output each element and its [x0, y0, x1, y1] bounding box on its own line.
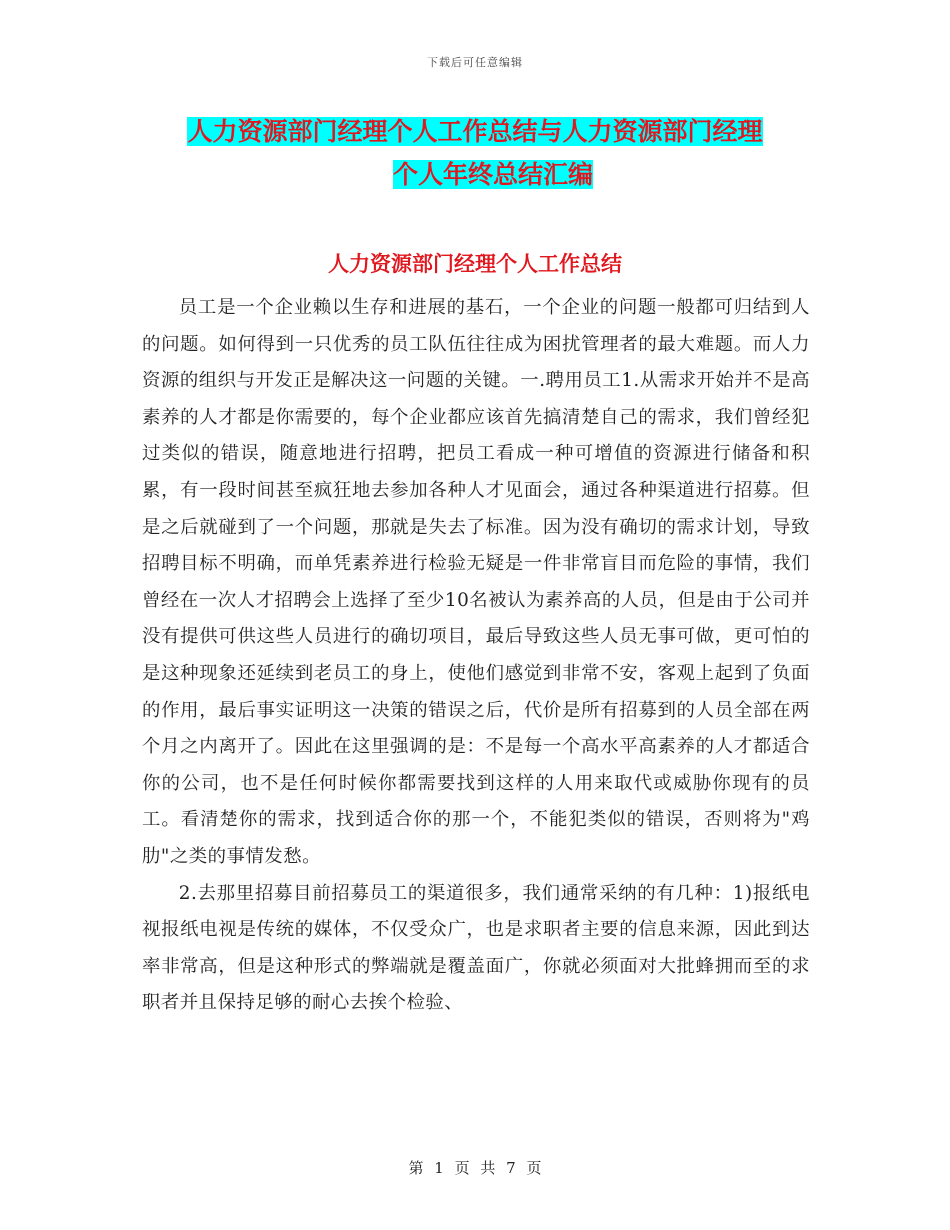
- document-title: [0, 110, 950, 196]
- body-text: [142, 290, 810, 1022]
- title-line-2: 个人年终总结汇编: [392, 160, 593, 189]
- section-title: 人力资源部门经理个人工作总结: [328, 251, 622, 276]
- paragraph-1: 员工是一个企业赖以生存和进展的基石，一个企业的问题一般都可归结到人的问题。如何得到一只优秀的员工队伍往往成为困扰管理者的最大难题。而人力资源的组织与开发正是解决这一问题的关键。一.聘用员工1.从需求开始并不是高素养的人才都是你需要的，每个企业都应该首先搞清楚自己的需求，我们曾经犯过类似的错误，随意地进行招聘，把员工看成一种可增值的资源进行储备和积累，有一段时间甚至疯狂地去参加各种人才见面会，通过各种渠道进行招募。但是之后就碰到了一个问题，那就是失去了标准。因为没有确切的需求计划，导致招聘目标不明确，而单凭素养进行检验无疑是一件非常盲目而危险的事情，我们曾经在一次人才招聘会上选择了至少10名被认为素养高的人员，但是由于公司并没有提供可供这些人员进行的确切项目，最后导致这些人员无事可做，更可怕的是这种现象还延续到老员工的身上，使他们感觉到非常不安，客观上起到了负面的作用，最后事实证明这一决策的错误之后，代价是所有招募到的人员全部在两个月之内离开了。因此在这里强调的是：不是每一个高水平高素养的人才都适合你的公司，也不是任何时候你都需要找到这样的人用来取代或威胁你现有的员工。看清楚你的需求，找到适合你的那一个，不能犯类似的错误，否则将为"鸡肋"之类的事情发愁。: [142, 297, 810, 867]
- paragraph-2: 2.去那里招募目前招募员工的渠道很多，我们通常采纳的有几种：1)报纸电视报纸电视是传统的媒体，不仅受众广，也是求职者主要的信息来源，因此到达率非常高，但是这种形式的弊端就是覆盖面广，你就必须面对大批蜂拥而至的求职者并且保持足够的耐心去挨个检验、: [142, 882, 810, 1014]
- title-line-1: 人力资源部门经理个人工作总结与人力资源部门经理: [187, 117, 763, 146]
- page-indicator: 第 1 页 共 7 页: [408, 1159, 542, 1177]
- header-note: 下载后可任意编辑: [427, 56, 523, 69]
